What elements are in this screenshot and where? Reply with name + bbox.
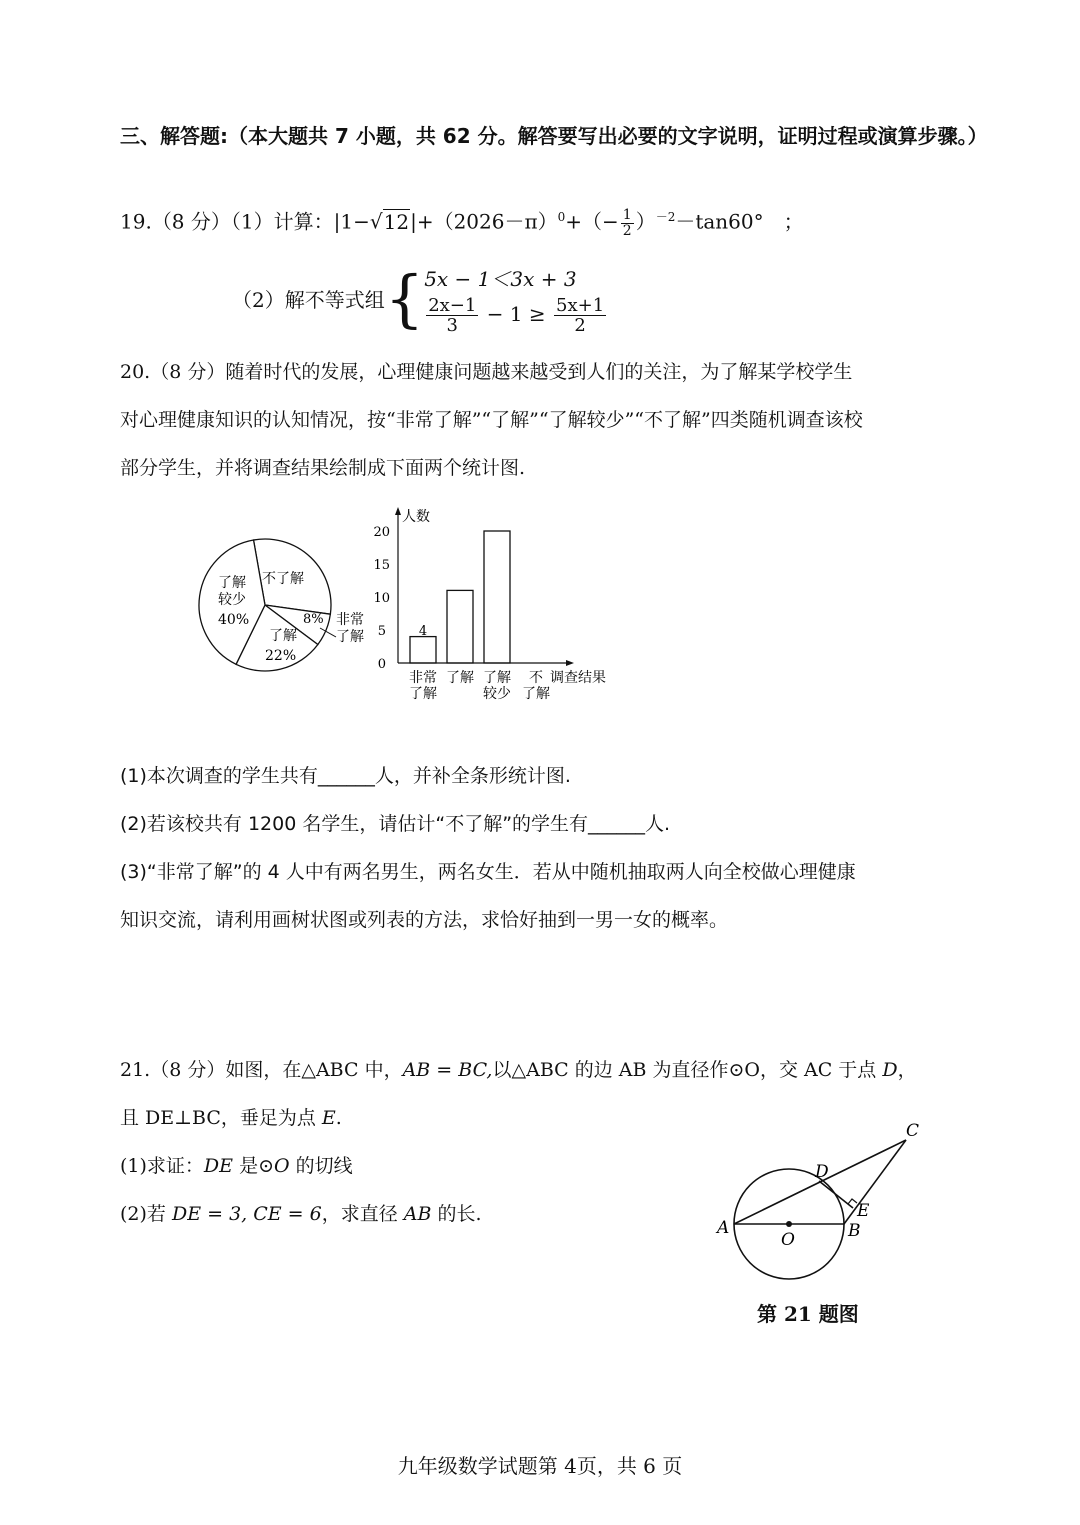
- bar: [410, 637, 436, 663]
- y-tick: 0: [377, 657, 386, 672]
- inequality-system: [424, 262, 608, 335]
- frac-num: 5x+1: [556, 295, 605, 316]
- q21-o: O: [274, 1155, 290, 1177]
- q20-sub-2: (2)若该校共有 1200 名学生，请估计“不了解”的学生有______人.: [120, 813, 671, 835]
- q19-plus: +（−: [565, 209, 619, 234]
- x-tick-line2: 了解: [522, 686, 550, 702]
- frac-num: 1: [622, 206, 632, 223]
- x-tick-line1: 非常: [409, 670, 437, 686]
- geometry-figure: [705, 1115, 945, 1295]
- q21-eq: DE = 3, CE = 6: [171, 1203, 322, 1225]
- segment-de: [819, 1181, 853, 1208]
- q20-line-2: 对心理健康知识的认知情况，按“非常了解”“了解”“了解较少”“不了解”四类随机调查该校: [120, 409, 863, 431]
- brace-glyph: {: [384, 261, 425, 335]
- label-e: E: [857, 1201, 870, 1221]
- label-b: B: [848, 1221, 861, 1241]
- q20-sub-3b: 知识交流，请利用画树状图或列表的方法，求恰好抽到一男一女的概率。: [120, 909, 729, 931]
- pie-label-buliaojie: 不了解: [262, 571, 304, 587]
- q19-score: （8 分）: [151, 209, 231, 234]
- q21-text: 的长.: [431, 1203, 482, 1225]
- y-tick: 20: [373, 525, 390, 540]
- x-tick-line1: 了解: [446, 670, 474, 686]
- q21-text: 且 DE⊥BC，垂足为点: [120, 1107, 322, 1129]
- center-dot: [786, 1221, 792, 1227]
- q19-abs-close: |+（2026－π）: [410, 209, 558, 234]
- bar-data-label: 4: [418, 624, 428, 639]
- y-axis-label: 人数: [402, 509, 430, 525]
- q20-line-1: 20.（8 分）随着时代的发展，心理健康问题越来越受到人们的关注，为了解某学校学生: [120, 361, 853, 383]
- q19-p2-label: （2）解不等式组: [232, 288, 385, 312]
- q21-text: (1)求证：: [120, 1155, 204, 1177]
- frac-num: 2x−1: [428, 295, 477, 316]
- q21-de: DE: [203, 1155, 234, 1177]
- y-tick: 5: [377, 624, 386, 639]
- q21-text: ，求直径: [321, 1203, 404, 1225]
- right-angle-mark: [848, 1199, 857, 1204]
- q19-fraction: [621, 208, 634, 239]
- x-tick-line2: 较少: [483, 686, 511, 702]
- pie-label-feichang-1: 非常: [336, 612, 364, 628]
- pie-label-liaojie-pct: 22%: [265, 648, 297, 664]
- bar: [447, 590, 473, 663]
- pie-label-jiaoshao-pct: 40%: [218, 612, 250, 628]
- q21-eq: AB = BC,: [402, 1059, 493, 1081]
- q21-text: ，: [897, 1059, 917, 1081]
- q21-text: 是⊙: [233, 1155, 274, 1177]
- label-o: O: [781, 1230, 795, 1250]
- x-tick-line1: 不: [529, 670, 543, 686]
- q20-sub-1: (1)本次调查的学生共有______人，并补全条形统计图.: [120, 765, 571, 787]
- section-title: 三、解答题:（本大题共 7 小题，共 62 分。解答要写出必要的文字说明，证明过程或演算步骤。）: [120, 124, 988, 148]
- frac-den: 2: [622, 222, 632, 239]
- ineq2-frac1: [426, 296, 478, 335]
- pie-label-liaojie: 了解: [269, 628, 297, 644]
- label-c: C: [906, 1121, 920, 1141]
- q19-exp-zero: 0: [557, 210, 566, 224]
- q21-text: 以△ABC 的边 AB 为直径作⊙O，交 AC 于点: [492, 1059, 883, 1081]
- q19-number: 19.: [120, 209, 152, 234]
- y-tick: 15: [373, 558, 390, 573]
- y-tick: 10: [373, 591, 390, 606]
- pie-chart: [190, 530, 380, 680]
- q20-subquestions: [120, 752, 980, 944]
- q21-point-e: E: [321, 1107, 336, 1129]
- q21-text: (2)若: [120, 1203, 172, 1225]
- q21-text: .: [335, 1107, 342, 1129]
- q21-point-d: D: [882, 1059, 898, 1081]
- q19-part2: [232, 262, 608, 335]
- x-axis-label: 调查结果: [550, 670, 606, 686]
- sqrt-radicand: 12: [383, 209, 410, 234]
- bar-marks: [410, 531, 510, 663]
- q19-tail: －tan60° ；: [675, 209, 804, 234]
- page-footer: 九年级数学试题第 4页，共 6 页: [397, 1454, 683, 1478]
- q19-abs-open: |1−: [333, 209, 370, 234]
- pie-label-jiaoshao-1: 了解: [218, 575, 246, 591]
- q21-ab: AB: [403, 1203, 432, 1225]
- q21-text: 21.（8 分）如图，在△ABC 中，: [120, 1059, 403, 1081]
- inequality-1: 5x − 1＜3x + 3: [424, 267, 577, 291]
- x-tick-line1: 了解: [483, 670, 511, 686]
- inequality-2: [424, 296, 608, 335]
- frac-den: 2: [574, 315, 586, 336]
- bar-chart: [360, 505, 620, 705]
- pie-label-feichang-pct: 8%: [303, 612, 324, 627]
- segment-bc: [844, 1140, 906, 1224]
- frac-den: 3: [446, 315, 458, 336]
- q19-paren-close: ）: [635, 209, 656, 234]
- figure-caption: 第 21 题图: [757, 1302, 859, 1326]
- q20-stem: [120, 348, 980, 492]
- x-axis-arrow: [566, 660, 574, 666]
- q20-sub-3a: (3)“非常了解”的 4 人中有两名男生，两名女生．若从中随机抽取两人向全校做心理健康: [120, 861, 856, 883]
- q19-part1: [120, 193, 804, 246]
- label-a: A: [717, 1218, 730, 1238]
- q21-text: 的切线: [289, 1155, 353, 1177]
- q19-exp-neg2: －2: [655, 210, 676, 224]
- q20-line-3: 部分学生，并将调查结果绘制成下面两个统计图.: [120, 457, 526, 479]
- sqrt-sign: √: [369, 209, 383, 234]
- ineq2-frac2: [554, 296, 606, 335]
- q19-p1-label: （1）计算：: [230, 209, 334, 234]
- q21-line-1: [120, 1046, 980, 1094]
- pie-label-jiaoshao-2: 较少: [218, 592, 246, 608]
- label-d: D: [815, 1162, 829, 1182]
- bar: [484, 531, 510, 663]
- x-tick-line2: 了解: [409, 686, 437, 702]
- ineq2-mid: − 1 ≥: [486, 302, 546, 326]
- y-axis-arrow: [395, 507, 401, 515]
- pie-label-feichang-2: 了解: [336, 629, 364, 645]
